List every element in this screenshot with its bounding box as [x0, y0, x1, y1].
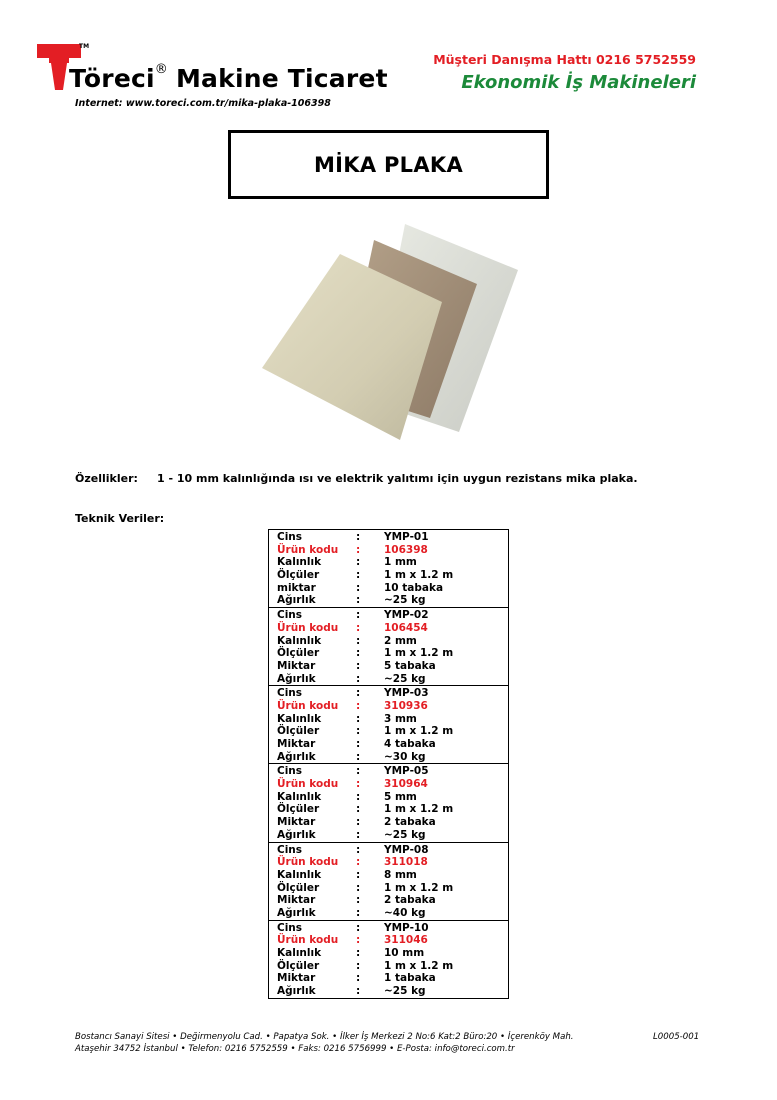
- spec-row: [269, 882, 508, 895]
- spec-value: 2 tabaka: [384, 816, 436, 829]
- spec-separator: :: [356, 778, 361, 791]
- spec-key: Miktar: [277, 816, 316, 829]
- spec-value: 10 tabaka: [384, 581, 444, 594]
- features-text: 1 - 10 mm kalınlığında ısı ve elektrik yalıtımı için uygun rezistans mika plaka.: [157, 472, 638, 485]
- spec-separator: :: [356, 699, 361, 712]
- spec-separator: :: [356, 687, 361, 700]
- spec-key: Ölçüler: [277, 725, 320, 738]
- spec-value: ~30 kg: [384, 750, 426, 763]
- spec-row: [269, 751, 508, 764]
- spec-value: YMP-10: [384, 921, 429, 934]
- spec-value: YMP-05: [384, 765, 429, 778]
- features-label: Özellikler:: [75, 472, 138, 485]
- spec-key: Miktar: [277, 972, 316, 985]
- spec-key: Miktar: [277, 738, 316, 750]
- spec-separator: :: [356, 621, 361, 634]
- spec-key: Ölçüler: [277, 959, 320, 972]
- spec-row: [269, 687, 508, 700]
- spec-separator: :: [356, 985, 361, 998]
- spec-value: 1 m x 1.2 m: [384, 959, 454, 972]
- spec-row: [269, 594, 508, 607]
- spec-value: 2 tabaka: [384, 894, 436, 907]
- spec-key: miktar: [277, 581, 316, 594]
- spec-row-product-code: [269, 856, 508, 869]
- title-box: [228, 130, 549, 199]
- mica-sheets-image: [262, 222, 518, 440]
- spec-separator: :: [356, 906, 361, 919]
- spec-separator: :: [356, 790, 361, 803]
- spec-row: [269, 673, 508, 686]
- spec-key: Ürün kodu: [277, 543, 339, 556]
- spec-separator: :: [356, 868, 361, 881]
- spec-separator: :: [356, 828, 361, 841]
- spec-row: [269, 985, 508, 998]
- spec-row: [269, 582, 508, 595]
- spec-key: Ürün kodu: [277, 621, 339, 634]
- spec-value: 1 m x 1.2 m: [384, 569, 454, 582]
- spec-value: 8 mm: [384, 868, 417, 881]
- spec-row: [269, 635, 508, 648]
- spec-group: [269, 763, 508, 841]
- spec-key: Ölçüler: [277, 881, 320, 894]
- spec-value: YMP-08: [384, 843, 429, 856]
- tech-data-label: Teknik Veriler:: [75, 512, 165, 525]
- spec-key: Cins: [277, 765, 303, 778]
- internet-link[interactable]: Internet: www.toreci.com.tr/mika-plaka-106398: [75, 98, 331, 109]
- spec-separator: :: [356, 816, 361, 829]
- spec-key: Ürün kodu: [277, 699, 339, 712]
- spec-key: Cins: [277, 687, 303, 700]
- spec-row: [269, 765, 508, 778]
- spec-group: [269, 920, 508, 998]
- slogan: Ekonomik İş Makineleri: [461, 72, 696, 93]
- spec-key: Miktar: [277, 659, 316, 672]
- company-name-main: Töreci: [69, 64, 155, 93]
- spec-value: 1 m x 1.2 m: [384, 725, 454, 738]
- spec-row: [269, 816, 508, 829]
- spec-row-product-code: [269, 544, 508, 557]
- spec-row: [269, 791, 508, 804]
- document-code: L0005-001: [653, 1032, 700, 1042]
- spec-row: [269, 713, 508, 726]
- spec-key: Ölçüler: [277, 569, 320, 582]
- spec-row: [269, 647, 508, 660]
- spec-key: Ağırlık: [277, 672, 316, 685]
- spec-value: 1 mm: [384, 556, 417, 569]
- spec-value: 106398: [384, 543, 428, 556]
- spec-value: 310964: [384, 778, 428, 791]
- spec-key: Cins: [277, 921, 303, 934]
- spec-separator: :: [356, 659, 361, 672]
- spec-separator: :: [356, 947, 361, 959]
- spec-value: YMP-01: [384, 531, 429, 543]
- spec-key: Kalınlık: [277, 556, 322, 569]
- spec-value: 311018: [384, 856, 428, 869]
- spec-separator: :: [356, 581, 361, 594]
- spec-value: 3 mm: [384, 712, 417, 725]
- spec-separator: :: [356, 843, 361, 856]
- spec-key: Ağırlık: [277, 750, 316, 763]
- spec-row: [269, 725, 508, 738]
- spec-row: [269, 844, 508, 857]
- spec-separator: :: [356, 569, 361, 582]
- footer-address-line1: Bostancı Sanayi Sitesi • Değirmenyolu Cad. • Papatya Sok. • İlker İş Merkezi 2 No:6 Kat:2 Büro:20 • İçerenköy Mah.: [75, 1032, 574, 1042]
- spec-separator: :: [356, 803, 361, 816]
- spec-value: YMP-02: [384, 609, 429, 622]
- spec-separator: :: [356, 959, 361, 972]
- spec-row: [269, 660, 508, 673]
- spec-value: 5 mm: [384, 790, 417, 803]
- spec-row-product-code: [269, 622, 508, 635]
- spec-row: [269, 972, 508, 985]
- page-title: MİKA PLAKA: [313, 152, 464, 177]
- spec-separator: :: [356, 765, 361, 778]
- spec-row: [269, 531, 508, 544]
- spec-key: Cins: [277, 843, 303, 856]
- spec-separator: :: [356, 531, 361, 543]
- spec-separator: :: [356, 594, 361, 607]
- spec-row: [269, 960, 508, 973]
- spec-key: Ağırlık: [277, 906, 316, 919]
- spec-key: Ağırlık: [277, 985, 316, 998]
- spec-separator: :: [356, 556, 361, 569]
- spec-value: ~25 kg: [384, 828, 426, 841]
- spec-value: 2 mm: [384, 634, 417, 647]
- spec-separator: :: [356, 609, 361, 622]
- spec-separator: :: [356, 934, 361, 947]
- spec-separator: :: [356, 738, 361, 750]
- spec-separator: :: [356, 543, 361, 556]
- spec-separator: :: [356, 634, 361, 647]
- spec-key: Kalınlık: [277, 868, 322, 881]
- spec-value: 310936: [384, 699, 428, 712]
- spec-value: 10 mm: [384, 947, 425, 959]
- spec-separator: :: [356, 856, 361, 869]
- spec-value: 4 tabaka: [384, 738, 436, 750]
- spec-row: [269, 609, 508, 622]
- spec-row: [269, 738, 508, 751]
- spec-separator: :: [356, 972, 361, 985]
- spec-separator: :: [356, 921, 361, 934]
- spec-key: Cins: [277, 609, 303, 622]
- spec-key: Ürün kodu: [277, 856, 339, 869]
- spec-row: [269, 922, 508, 935]
- spec-separator: :: [356, 750, 361, 763]
- spec-key: Miktar: [277, 894, 316, 907]
- spec-key: Ürün kodu: [277, 934, 339, 947]
- spec-row: [269, 869, 508, 882]
- spec-row: [269, 829, 508, 842]
- spec-group: [269, 842, 508, 920]
- spec-value: 1 tabaka: [384, 972, 436, 985]
- spec-key: Ürün kodu: [277, 778, 339, 791]
- spec-row: [269, 894, 508, 907]
- spec-separator: :: [356, 894, 361, 907]
- company-name-suffix: Makine Ticaret: [175, 64, 388, 93]
- spec-key: Kalınlık: [277, 790, 322, 803]
- spec-value: ~25 kg: [384, 594, 426, 607]
- spec-group: [269, 530, 508, 607]
- spec-row: [269, 907, 508, 920]
- spec-group: [269, 685, 508, 763]
- spec-row-product-code: [269, 700, 508, 713]
- spec-value: ~40 kg: [384, 906, 426, 919]
- spec-value: 311046: [384, 934, 428, 947]
- registered-mark: ®: [154, 62, 168, 77]
- spec-row-product-code: [269, 934, 508, 947]
- spec-value: 1 m x 1.2 m: [384, 647, 454, 660]
- spec-row: [269, 947, 508, 960]
- spec-row: [269, 803, 508, 816]
- spec-key: Ölçüler: [277, 647, 320, 660]
- spec-separator: :: [356, 647, 361, 660]
- company-name: [69, 64, 388, 93]
- spec-row: [269, 569, 508, 582]
- spec-row: [269, 556, 508, 569]
- spec-key: Kalınlık: [277, 634, 322, 647]
- spec-value: ~25 kg: [384, 985, 426, 998]
- spec-value: ~25 kg: [384, 672, 426, 685]
- trademark-label: TM: [79, 43, 90, 50]
- spec-value: 5 tabaka: [384, 659, 436, 672]
- spec-key: Ölçüler: [277, 803, 320, 816]
- customer-hotline: Müşteri Danışma Hattı 0216 5752559: [433, 52, 696, 67]
- spec-separator: :: [356, 712, 361, 725]
- spec-key: Kalınlık: [277, 712, 322, 725]
- spec-row-product-code: [269, 778, 508, 791]
- footer-address-line2: Ataşehir 34752 İstanbul • Telefon: 0216 5752559 • Faks: 0216 5756999 • E-Posta: info@toreci.com.tr: [75, 1044, 515, 1054]
- spec-key: Ağırlık: [277, 594, 316, 607]
- spec-separator: :: [356, 725, 361, 738]
- spec-table: [268, 529, 509, 999]
- spec-key: Kalınlık: [277, 947, 322, 959]
- spec-value: 1 m x 1.2 m: [384, 881, 454, 894]
- spec-separator: :: [356, 672, 361, 685]
- spec-separator: :: [356, 881, 361, 894]
- spec-key: Cins: [277, 531, 303, 543]
- spec-key: Ağırlık: [277, 828, 316, 841]
- spec-value: 1 m x 1.2 m: [384, 803, 454, 816]
- spec-value: 106454: [384, 621, 428, 634]
- spec-value: YMP-03: [384, 687, 429, 700]
- spec-group: [269, 607, 508, 685]
